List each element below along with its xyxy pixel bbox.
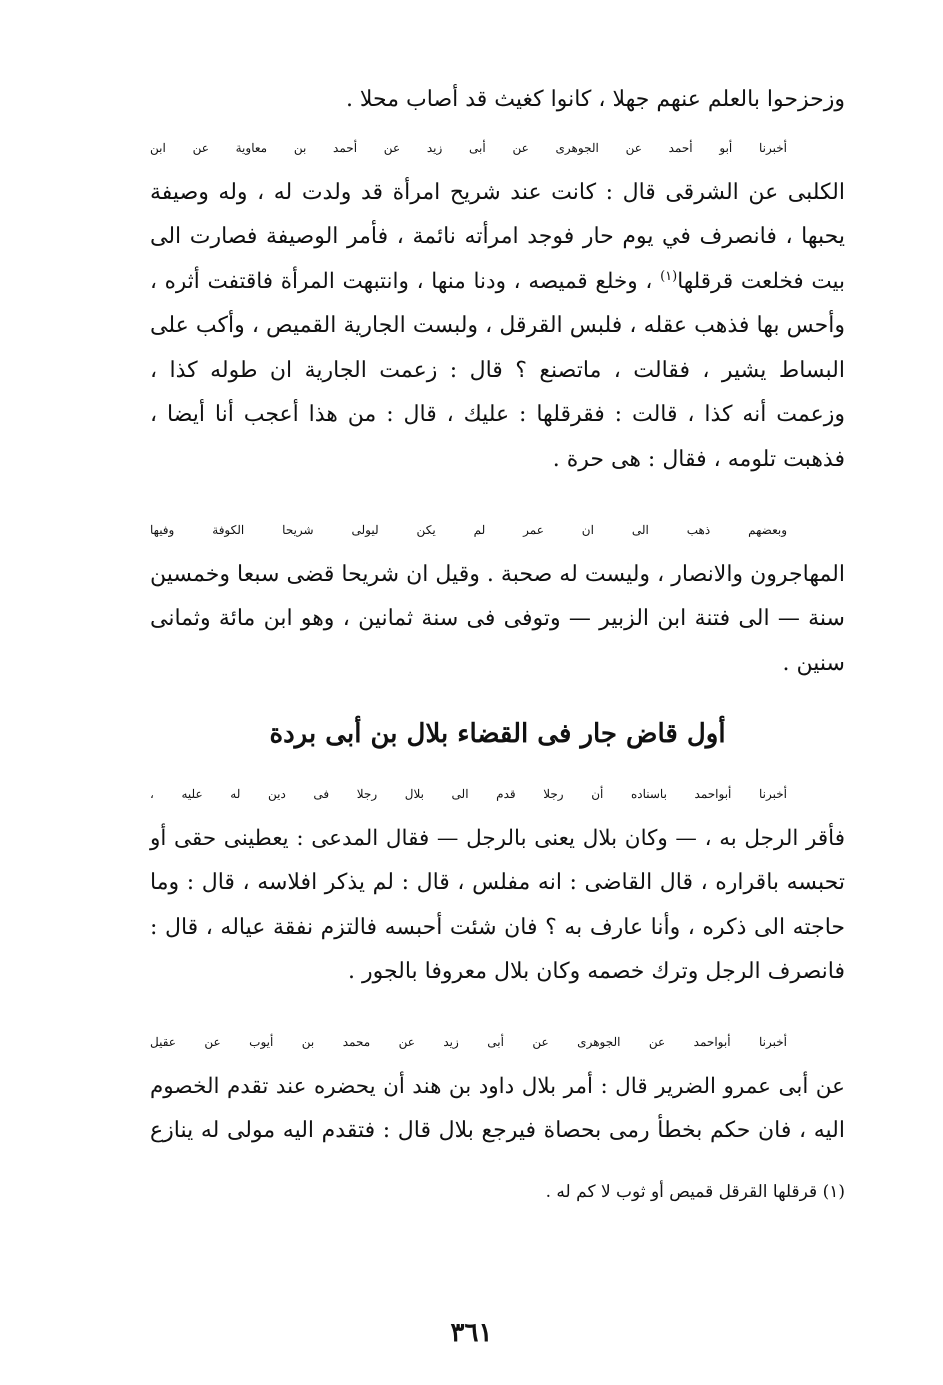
text-line: المهاجرون والانصار ، وليست له صحبة . وقيل ان شريحا قضى سبعا وخمسين: [150, 561, 845, 587]
text-line: فأقر الرجل به ، — وكان بلال يعنى بالرجل — فقال المدعى : يعطينى حقى أو: [150, 825, 845, 851]
text-line: اليه ، فان حكم بخطأ رمى بحصاة فيرجع بلال قال : فتقدم اليه مولى له ينازع: [150, 1118, 845, 1143]
text-segment: بيت فخلعت قرقلها: [677, 268, 845, 294]
text-line: وأحس بها فذهب عقله ، فلبس القرقل ، ولبست الجارية القميص ، وأكب على: [150, 313, 845, 338]
text-line: وبعضهم ذهب الى ان عمر لم يكن ليولى شريحا الكوفة وفيها: [150, 523, 787, 537]
text-line: أخبرنا أبواحمد عن الجوهرى عن أبى زيد عن محمد بن أيوب عن عقيل: [150, 1035, 787, 1049]
text-segment: ، وخلع قميصه ، ودنا منها ، وانتبهت المرأة فاقتفت أثره ،: [150, 268, 653, 294]
text-line: أخبرنا أبواحمد باسناده أن رجلا قدم الى بلال رجلا فى دين له عليه ،: [150, 787, 787, 801]
text-line: تحبسه باقراره ، قال القاضى : انه مفلس ، قال : لم يذكر افلاسه ، قال : وما: [150, 870, 845, 895]
text-line: البساط يشير ، فقالت ، ماتصنع ؟ قال : زعمت الجارية ان طوله كذا ،: [150, 357, 845, 383]
text-line: سنة — الى فتنة ابن الزبير — وتوفى فى سنة ثمانين ، وهو ابن مائة وثمانى: [150, 606, 845, 631]
page-number: ٣٦١: [450, 1318, 493, 1348]
text-line: الكلبى عن الشرقى قال : كانت عند شريح امرأة قد ولدت له ، وله وصيفة: [150, 179, 845, 205]
text-line: وزحزحوا بالعلم عنهم جهلا ، كانوا كغيث قد أصاب محلا .: [345, 87, 845, 112]
paragraph-shurayh: [150, 126, 845, 482]
text-line: فانصرف الرجل وترك خصمه وكان بلال معروفا بالجور .: [347, 959, 845, 984]
paragraph-dawud: [150, 1020, 845, 1154]
verse-paragraph: [150, 78, 845, 123]
paragraph-umar: [150, 508, 845, 686]
text-line-with-footnote: [150, 260, 845, 305]
text-line: أخبرنا أبو أحمد عن الجوهرى عن أبى زيد عن أحمد بن معاوية عن ابن: [150, 141, 787, 155]
text-line: عن أبى عمرو الضرير قال : أمر بلال داود بن هند أن يحضره عند تقدم الخصوم: [150, 1073, 845, 1099]
text-line: يحبها ، فانصرف في يوم حار فوجد امرأته نائمة ، فأمر الوصيفة فصارت الى: [150, 224, 845, 249]
section-heading: أول قاض جار فى القضاء بلال بن أبى بردة: [269, 719, 726, 749]
footnote: (١) قرقلها القرقل قميص أو ثوب لا كم له .: [545, 1182, 845, 1202]
text-line: سنين .: [782, 650, 845, 676]
paragraph-bilal: [150, 772, 845, 995]
text-line: وزعمت أنه كذا ، قالت : فقرقلها : عليك ، قال : من هذا أعجب أنا أيضا ،: [150, 402, 845, 427]
footnote-marker: (١): [660, 268, 678, 284]
text-line: حاجته الى ذكره ، وأنا عارف به ؟ فان شئت أحبسه فالتزم نفقة عياله ، قال :: [150, 914, 845, 940]
text-line: فذهبت تلومه ، فقال : هى حرة .: [552, 446, 845, 472]
